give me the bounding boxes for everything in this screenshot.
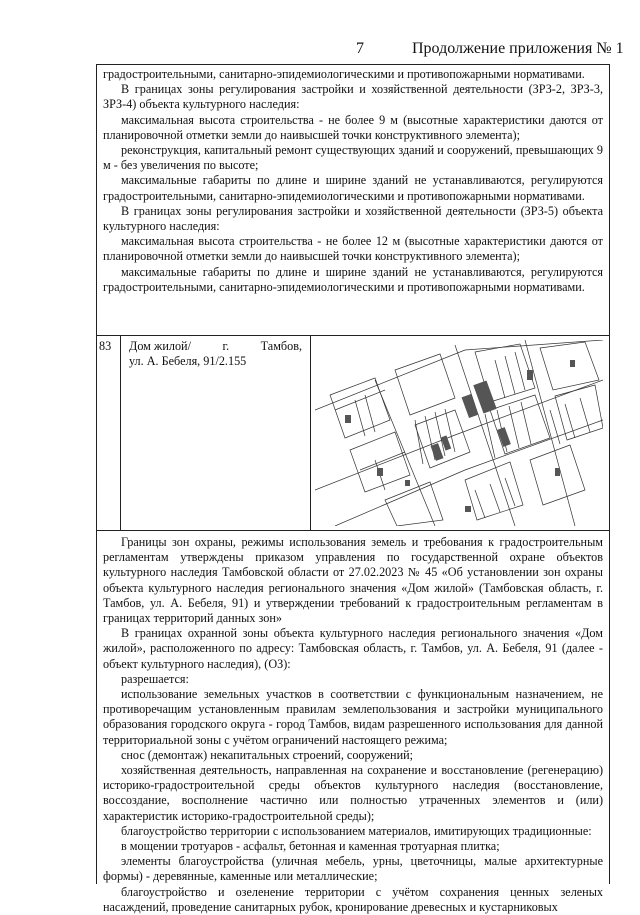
document-table xyxy=(96,64,610,914)
paragraph: использование земельных участков в соответствии с функциональным назначением, не противоречащим установленным правилам землепользования и застройки муниципального образования городского округа - город Тамбов, видам разрешенного использования для данной территориальной зоны с учётом ограничений настоящего режима; xyxy=(103,687,603,747)
paragraph: хозяйственная деятельность, направленная на сохранение и восстановление (регенерацию) историко-градостроительной среды объектов культурного наследия (восстановление, воссоздание, восполнение частично или полностью утраченных элементов и (или) характеристик историко-градостроительной среды); xyxy=(103,763,603,823)
entry-name-part: г. xyxy=(222,339,230,353)
paragraph: максимальные габариты по длине и ширине зданий не устанавливаются, регулируются градостроительными, санитарно-эпидемиологическими и противопожарными нормативами. xyxy=(103,173,603,203)
paragraph: благоустройство и озеленение территории с учётом сохранения ценных зеленых насаждений, проведение санитарных рубок, кронирование древесных и кустарниковых xyxy=(103,884,603,914)
entry-name-part: Тамбов, xyxy=(260,339,302,353)
table-row xyxy=(97,335,609,531)
paragraph: В границах зоны регулирования застройки и хозяйственной деятельности (ЗРЗ-5) объекта культурного наследия: xyxy=(103,203,603,234)
entry-name xyxy=(121,336,311,530)
paragraph: благоустройство территории с использованием материалов, имитирующих традиционные: xyxy=(121,823,592,838)
page-header xyxy=(0,40,640,62)
entry-name-part: Дом жилой/ xyxy=(129,339,191,353)
paragraph: элементы благоустройства (уличная мебель, урны, цветочницы, малые архитектурные формы) - деревянные, каменные или металлические; xyxy=(103,854,603,884)
paragraph: градостроительными, санитарно-эпидемиологическими и противопожарными нормативами. xyxy=(103,67,585,81)
paragraph: В границах зоны регулирования застройки и хозяйственной деятельности (ЗРЗ-2, ЗРЗ-3, ЗРЗ-4) объекта культурного наследия: xyxy=(103,82,603,112)
continuation-label: Продолжение приложения № 1 xyxy=(412,40,624,57)
entry-number: 83 xyxy=(97,336,121,530)
site-plan-map-icon xyxy=(315,340,603,526)
paragraph: максимальные габариты по длине и ширине зданий не устанавливаются, регулируются градостроительными, санитарно-эпидемиологическими и противопожарными нормативами. xyxy=(103,264,603,294)
entry-address: ул. А. Бебеля, 91/2.155 xyxy=(129,354,247,369)
paragraph: максимальная высота строительства - не более 12 м (высотные характеристики даются от планировочной отметки земли до наивысшей точки конструктивного элемента); xyxy=(103,234,603,264)
bottom-text-block xyxy=(97,535,609,915)
paragraph: разрешается: xyxy=(121,671,189,686)
paragraph: в мощении тротуаров - асфальт, бетонная и каменная тротуарная плитка; xyxy=(121,839,500,854)
paragraph: реконструкция, капитальный ремонт существующих зданий и сооружений, превышающих 9 м - без увеличения по высоте; xyxy=(103,143,603,173)
page-number: 7 xyxy=(356,40,364,57)
paragraph: В границах охранной зоны объекта культурного наследия регионального значения «Дом жилой», расположенного по адресу: Тамбовская область, г. Тамбов, ул. А. Бебеля, 91 (далее - объект культурного наследия), (ОЗ): xyxy=(103,626,603,671)
paragraph: максимальная высота строительства - не более 9 м (высотные характеристики даются от планировочной отметки земли до наивысшей точки конструктивного элемента); xyxy=(103,112,603,142)
paragraph: снос (демонтаж) некапитальных строений, сооружений; xyxy=(121,747,414,762)
top-text-block xyxy=(97,67,609,295)
site-plan-map xyxy=(311,336,607,530)
paragraph: Границы зон охраны, режимы использования земель и требования к градостроительным регламентам утверждены приказом управления по государственной охране объектов культурного наследия Тамбовской области от 27.02.2023 № 45 «Об установлении зон охраны объекта культурного наследия регионального значения «Дом жилой» (Тамбовская область, г. Тамбов, ул. А. Бебеля, 91) и утверждении требований к градостроительным регламентам в границах территорий данных зон» xyxy=(103,535,603,626)
